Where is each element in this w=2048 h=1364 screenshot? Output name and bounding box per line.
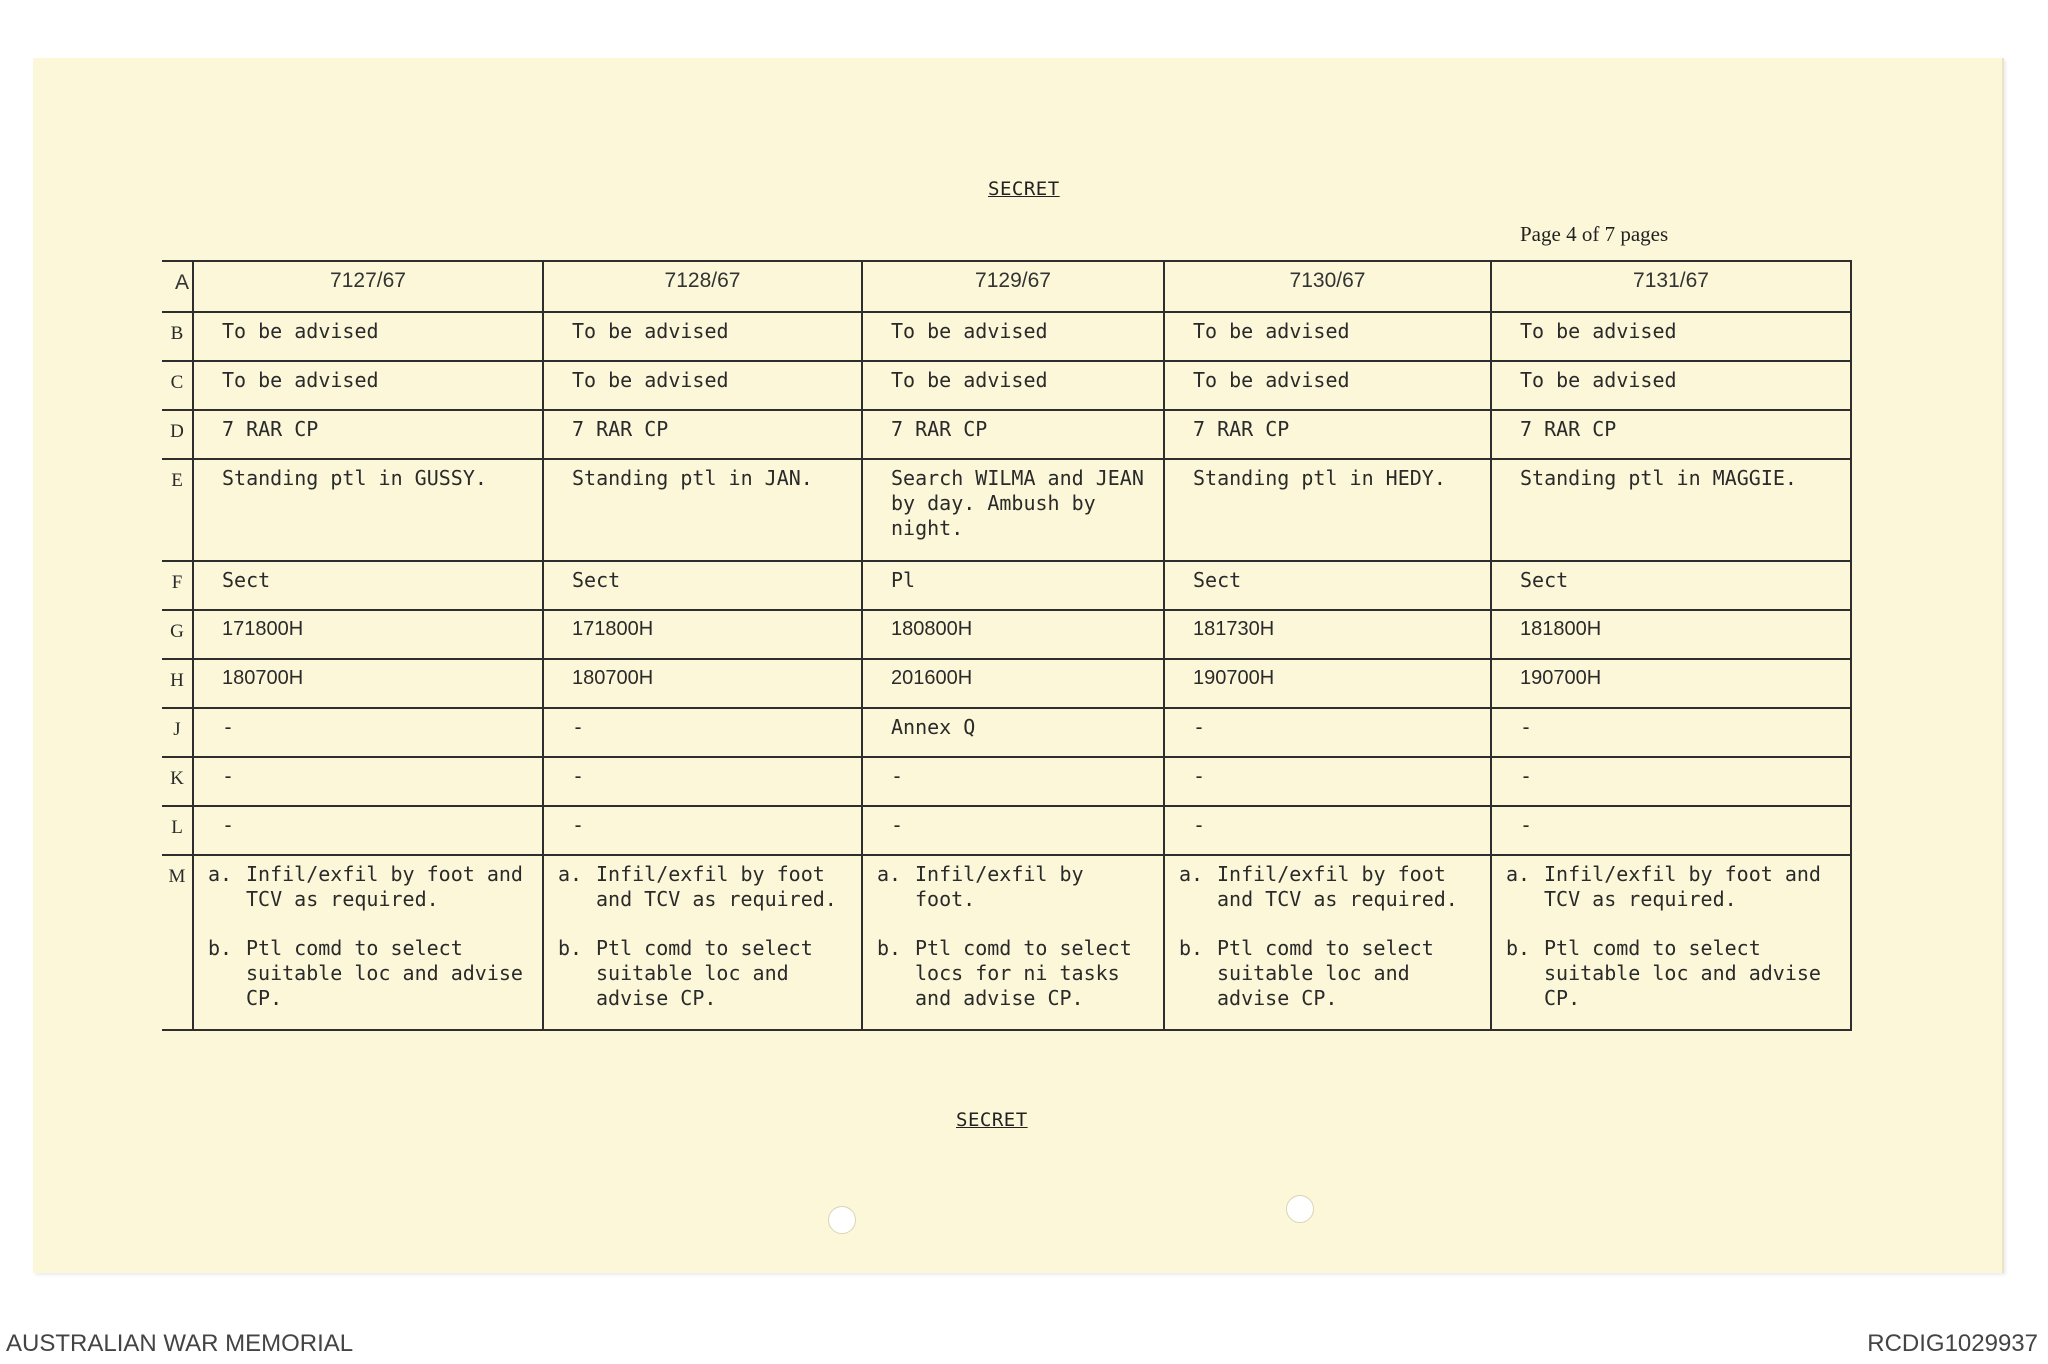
table-cell: Sect xyxy=(1491,561,1851,610)
footer-id: RCDIG1029937 xyxy=(1867,1330,2038,1357)
table-cell: To be advised xyxy=(193,361,543,410)
remarks-cell xyxy=(1164,855,1491,1030)
table-cell: - xyxy=(1164,806,1491,855)
remark-item xyxy=(208,862,530,912)
table-cell: - xyxy=(1164,757,1491,806)
table-cell: 181730H xyxy=(1164,610,1491,659)
table-row xyxy=(162,561,1851,610)
table-cell: 180800H xyxy=(862,610,1164,659)
remark-letter: b. xyxy=(1179,936,1204,960)
table-cell: - xyxy=(1491,757,1851,806)
table-cell: 190700H xyxy=(1491,659,1851,708)
table-cell: Search WILMA and JEAN by day. Ambush by night. xyxy=(862,459,1164,561)
row-label: A xyxy=(162,261,193,312)
row-label: D xyxy=(162,410,193,459)
column-header: 7128/67 xyxy=(543,261,862,312)
row-label: C xyxy=(162,361,193,410)
table-cell: Annex Q xyxy=(862,708,1164,757)
table-row xyxy=(162,610,1851,659)
classification-bottom: SECRET xyxy=(956,1109,1028,1131)
table-row xyxy=(162,459,1851,561)
table-cell: - xyxy=(862,757,1164,806)
row-label: H xyxy=(162,659,193,708)
table-cell: Sect xyxy=(193,561,543,610)
table-cell: 7 RAR CP xyxy=(193,410,543,459)
table-cell: Sect xyxy=(543,561,862,610)
table-cell: - xyxy=(1164,708,1491,757)
row-label: K xyxy=(162,757,193,806)
remark-item xyxy=(1179,862,1478,912)
punch-hole-left xyxy=(828,1206,856,1234)
remarks-cell xyxy=(862,855,1164,1030)
table-cell: - xyxy=(1491,806,1851,855)
table-cell: - xyxy=(193,757,543,806)
table-row xyxy=(162,757,1851,806)
row-label: M xyxy=(162,855,193,1030)
table-row xyxy=(162,659,1851,708)
row-label: B xyxy=(162,312,193,361)
table-cell: 190700H xyxy=(1164,659,1491,708)
remark-text: Ptl comd to select suitable loc and advise CP. xyxy=(596,936,813,1010)
table-cell: To be advised xyxy=(543,312,862,361)
table-cell: To be advised xyxy=(1491,361,1851,410)
remark-text: Ptl comd to select suitable loc and advise CP. xyxy=(246,936,523,1010)
column-header: 7131/67 xyxy=(1491,261,1851,312)
remarks-cell xyxy=(1491,855,1851,1030)
remark-item xyxy=(877,936,1151,1011)
remark-letter: b. xyxy=(208,936,233,960)
table-cell: - xyxy=(193,806,543,855)
table-cell: 180700H xyxy=(543,659,862,708)
row-label: F xyxy=(162,561,193,610)
table-row xyxy=(162,361,1851,410)
classification-top: SECRET xyxy=(988,178,1060,200)
remark-item xyxy=(558,862,849,912)
remark-letter: a. xyxy=(208,862,233,886)
row-label: J xyxy=(162,708,193,757)
table-row xyxy=(162,410,1851,459)
table-cell: To be advised xyxy=(1164,361,1491,410)
remark-item xyxy=(208,936,530,1011)
remark-letter: a. xyxy=(1179,862,1204,886)
table-cell: - xyxy=(543,806,862,855)
remark-letter: b. xyxy=(877,936,902,960)
table-row xyxy=(162,708,1851,757)
table-cell: To be advised xyxy=(193,312,543,361)
table-cell: Standing ptl in GUSSY. xyxy=(193,459,543,561)
remark-item xyxy=(1506,936,1838,1011)
table-header-row xyxy=(162,261,1851,312)
table-cell: - xyxy=(543,757,862,806)
table-cell: Standing ptl in MAGGIE. xyxy=(1491,459,1851,561)
remark-item xyxy=(558,936,849,1011)
remark-text: Infil/exfil by foot and TCV as required. xyxy=(246,862,523,911)
table-cell: Pl xyxy=(862,561,1164,610)
table-cell: To be advised xyxy=(1491,312,1851,361)
table-cell: 7 RAR CP xyxy=(1491,410,1851,459)
table-cell: 171800H xyxy=(193,610,543,659)
patrol-table xyxy=(162,260,1852,1031)
row-label: G xyxy=(162,610,193,659)
table-row xyxy=(162,312,1851,361)
table-cell: 180700H xyxy=(193,659,543,708)
remarks-cell xyxy=(543,855,862,1030)
footer-source: AUSTRALIAN WAR MEMORIAL xyxy=(6,1330,354,1357)
remark-text: Ptl comd to select locs for ni tasks and advise CP. xyxy=(915,936,1132,1010)
remarks-cell xyxy=(193,855,543,1030)
column-header: 7127/67 xyxy=(193,261,543,312)
table-cell: - xyxy=(862,806,1164,855)
table-row-remarks xyxy=(162,855,1851,1030)
punch-hole-right xyxy=(1286,1195,1314,1223)
table-cell: Standing ptl in JAN. xyxy=(543,459,862,561)
remark-letter: b. xyxy=(1506,936,1531,960)
remark-text: Infil/exfil by foot and TCV as required. xyxy=(596,862,837,911)
remark-text: Ptl comd to select suitable loc and advise CP. xyxy=(1217,936,1434,1010)
remark-item xyxy=(1506,862,1838,912)
table-cell: To be advised xyxy=(543,361,862,410)
remark-letter: a. xyxy=(558,862,583,886)
table-cell: Sect xyxy=(1164,561,1491,610)
remark-text: Ptl comd to select suitable loc and advise CP. xyxy=(1544,936,1821,1010)
row-label: L xyxy=(162,806,193,855)
remark-text: Infil/exfil by foot. xyxy=(915,862,1084,911)
row-label: E xyxy=(162,459,193,561)
column-header: 7129/67 xyxy=(862,261,1164,312)
table-cell: 7 RAR CP xyxy=(543,410,862,459)
remark-letter: a. xyxy=(877,862,902,886)
table-cell: 181800H xyxy=(1491,610,1851,659)
remark-item xyxy=(877,862,1151,912)
table-cell: - xyxy=(1491,708,1851,757)
remark-text: Infil/exfil by foot and TCV as required. xyxy=(1217,862,1458,911)
remark-letter: a. xyxy=(1506,862,1531,886)
page-number: Page 4 of 7 pages xyxy=(1520,222,1669,246)
remark-letter: b. xyxy=(558,936,583,960)
table-cell: 7 RAR CP xyxy=(862,410,1164,459)
remark-item xyxy=(1179,936,1478,1011)
table-cell: - xyxy=(193,708,543,757)
table-cell: 171800H xyxy=(543,610,862,659)
column-header: 7130/67 xyxy=(1164,261,1491,312)
table-cell: To be advised xyxy=(1164,312,1491,361)
table-cell: 201600H xyxy=(862,659,1164,708)
remark-text: Infil/exfil by foot and TCV as required. xyxy=(1544,862,1821,911)
table-cell: To be advised xyxy=(862,312,1164,361)
table-row xyxy=(162,806,1851,855)
table-cell: 7 RAR CP xyxy=(1164,410,1491,459)
table-cell: Standing ptl in HEDY. xyxy=(1164,459,1491,561)
table-cell: - xyxy=(543,708,862,757)
table-cell: To be advised xyxy=(862,361,1164,410)
